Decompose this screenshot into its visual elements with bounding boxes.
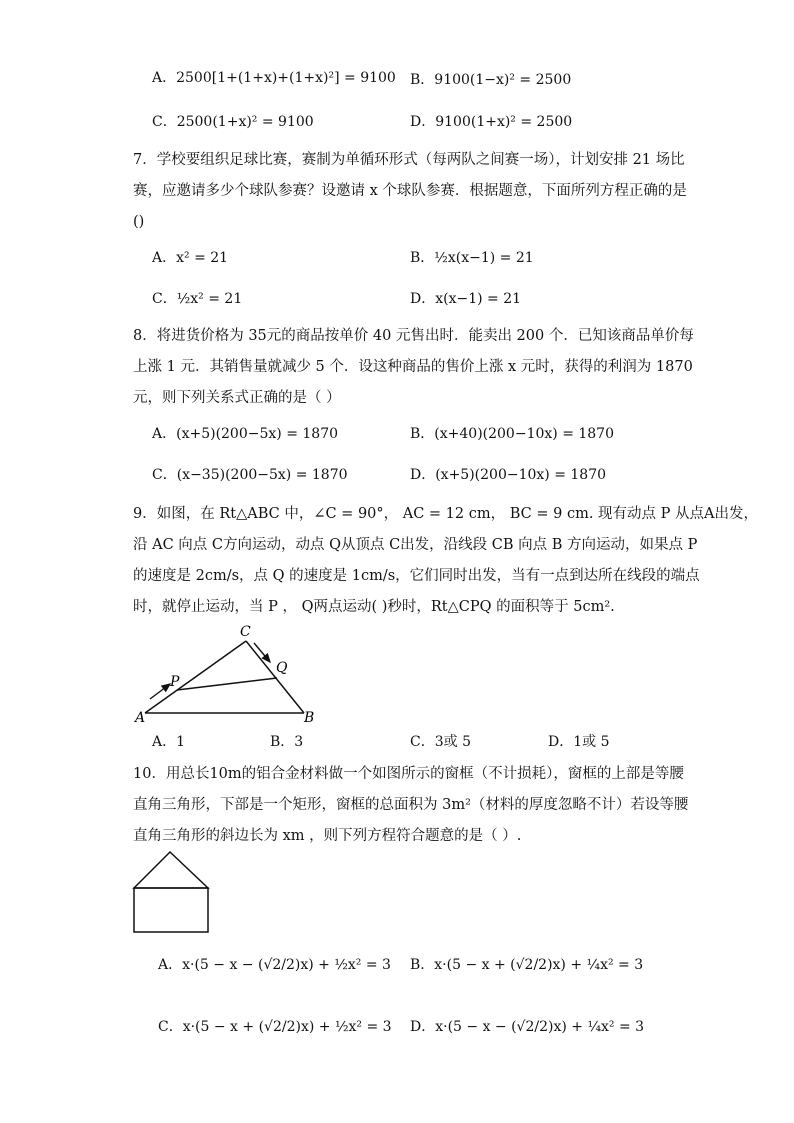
q7-line-2: 赛，应邀请多少个球队参赛？设邀请 x 个球队参赛．根据题意，下面所列方程正确的是 [133,183,687,199]
label-q: Q [276,660,288,676]
q10-line-3: 直角三角形的斜边长为 xm ，则下列方程符合题意的是（ ）. [133,828,522,844]
arrow-q-icon [254,643,270,662]
q6-option-b: B．9100(1−x)² = 2500 [410,72,572,88]
q8-option-b: B．(x+40)(200−10x) = 1870 [410,426,614,442]
q7-line-1: 7．学校要组织足球比赛，赛制为单循环形式（每两队之间赛一场），计划安排 21 场比 [133,152,685,168]
segment-cb [246,641,304,713]
q7-line-3: () [133,214,145,230]
q6-option-c: C．2500(1+x)² = 9100 [152,114,314,130]
q9-option-c: C．3或 5 [410,734,471,750]
q8-line-2: 上涨 1 元．其销售量就减少 5 个．设这种商品的售价上涨 x 元时，获得的利润为 1870 [133,359,693,375]
q10-window-figure [130,848,214,938]
q10-option-d: D．x·(5 − x − (√2/2)x) + ¼x² = 3 [410,1019,645,1035]
q8-option-c: C．(x−35)(200−5x) = 1870 [152,467,348,483]
label-p: P [170,674,180,690]
label-b: B [304,710,315,726]
q7-option-b: B．½x(x−1) = 21 [410,250,534,266]
q9-triangle-figure [128,620,328,730]
q6-option-a: A．2500[1+(1+x)+(1+x)²] = 9100 [152,70,396,86]
q9-option-a: A．1 [152,734,186,750]
label-c: C [240,624,251,640]
q8-option-d: D．(x+5)(200−10x) = 1870 [410,467,607,483]
q10-line-2: 直角三角形，下部是一个矩形，窗框的总面积为 3m²（材料的厚度忽略不计）若设等腰 [133,797,689,813]
q9-line-1: 9．如图，在 Rt△ABC 中，∠C = 90°， AC = 12 cm， BC = 9 cm. 现有动点 P 从点A出发， [133,506,758,522]
q9-option-d: D．1或 5 [548,734,610,750]
q7-option-a: A．x² = 21 [152,250,229,266]
window-triangle [134,852,208,888]
q8-line-1: 8．将进货价格为 35元的商品按单价 40 元售出时．能卖出 200 个．已知该商品单价每 [133,328,694,344]
q7-option-c: C．½x² = 21 [152,291,243,307]
q6-option-d: D．9100(1+x)² = 2500 [410,114,573,130]
q8-line-3: 元，则下列关系式正确的是（ ） [133,390,341,406]
label-a: A [135,710,146,726]
q9-line-4: 时，就停止运动，当 P ， Q两点运动( )秒时，Rt△CPQ 的面积等于 5cm². [133,599,615,615]
q9-line-3: 的速度是 2cm/s，点 Q 的速度是 1cm/s，它们同时出发，当有一点到达所在线段的端点 [133,568,700,584]
segment-ac [145,641,246,713]
q9-line-2: 沿 AC 向点 C方向运动，动点 Q从顶点 C出发，沿线段 CB 向点 B 方向运动，如果点 P [133,537,698,553]
q9-option-b: B．3 [270,734,304,750]
q8-option-a: A．(x+5)(200−5x) = 1870 [152,426,339,442]
q7-option-d: D．x(x−1) = 21 [410,291,522,307]
window-rectangle [134,888,208,932]
q10-option-a: A．x·(5 − x − (√2/2)x) + ½x² = 3 [158,957,391,973]
q10-option-b: B．x·(5 − x + (√2/2)x) + ¼x² = 3 [410,957,644,973]
q10-line-1: 10．用总长10m的铝合金材料做一个如图所示的窗框（不计损耗），窗框的上部是等腰 [133,766,684,782]
q10-option-c: C．x·(5 − x + (√2/2)x) + ½x² = 3 [158,1019,392,1035]
